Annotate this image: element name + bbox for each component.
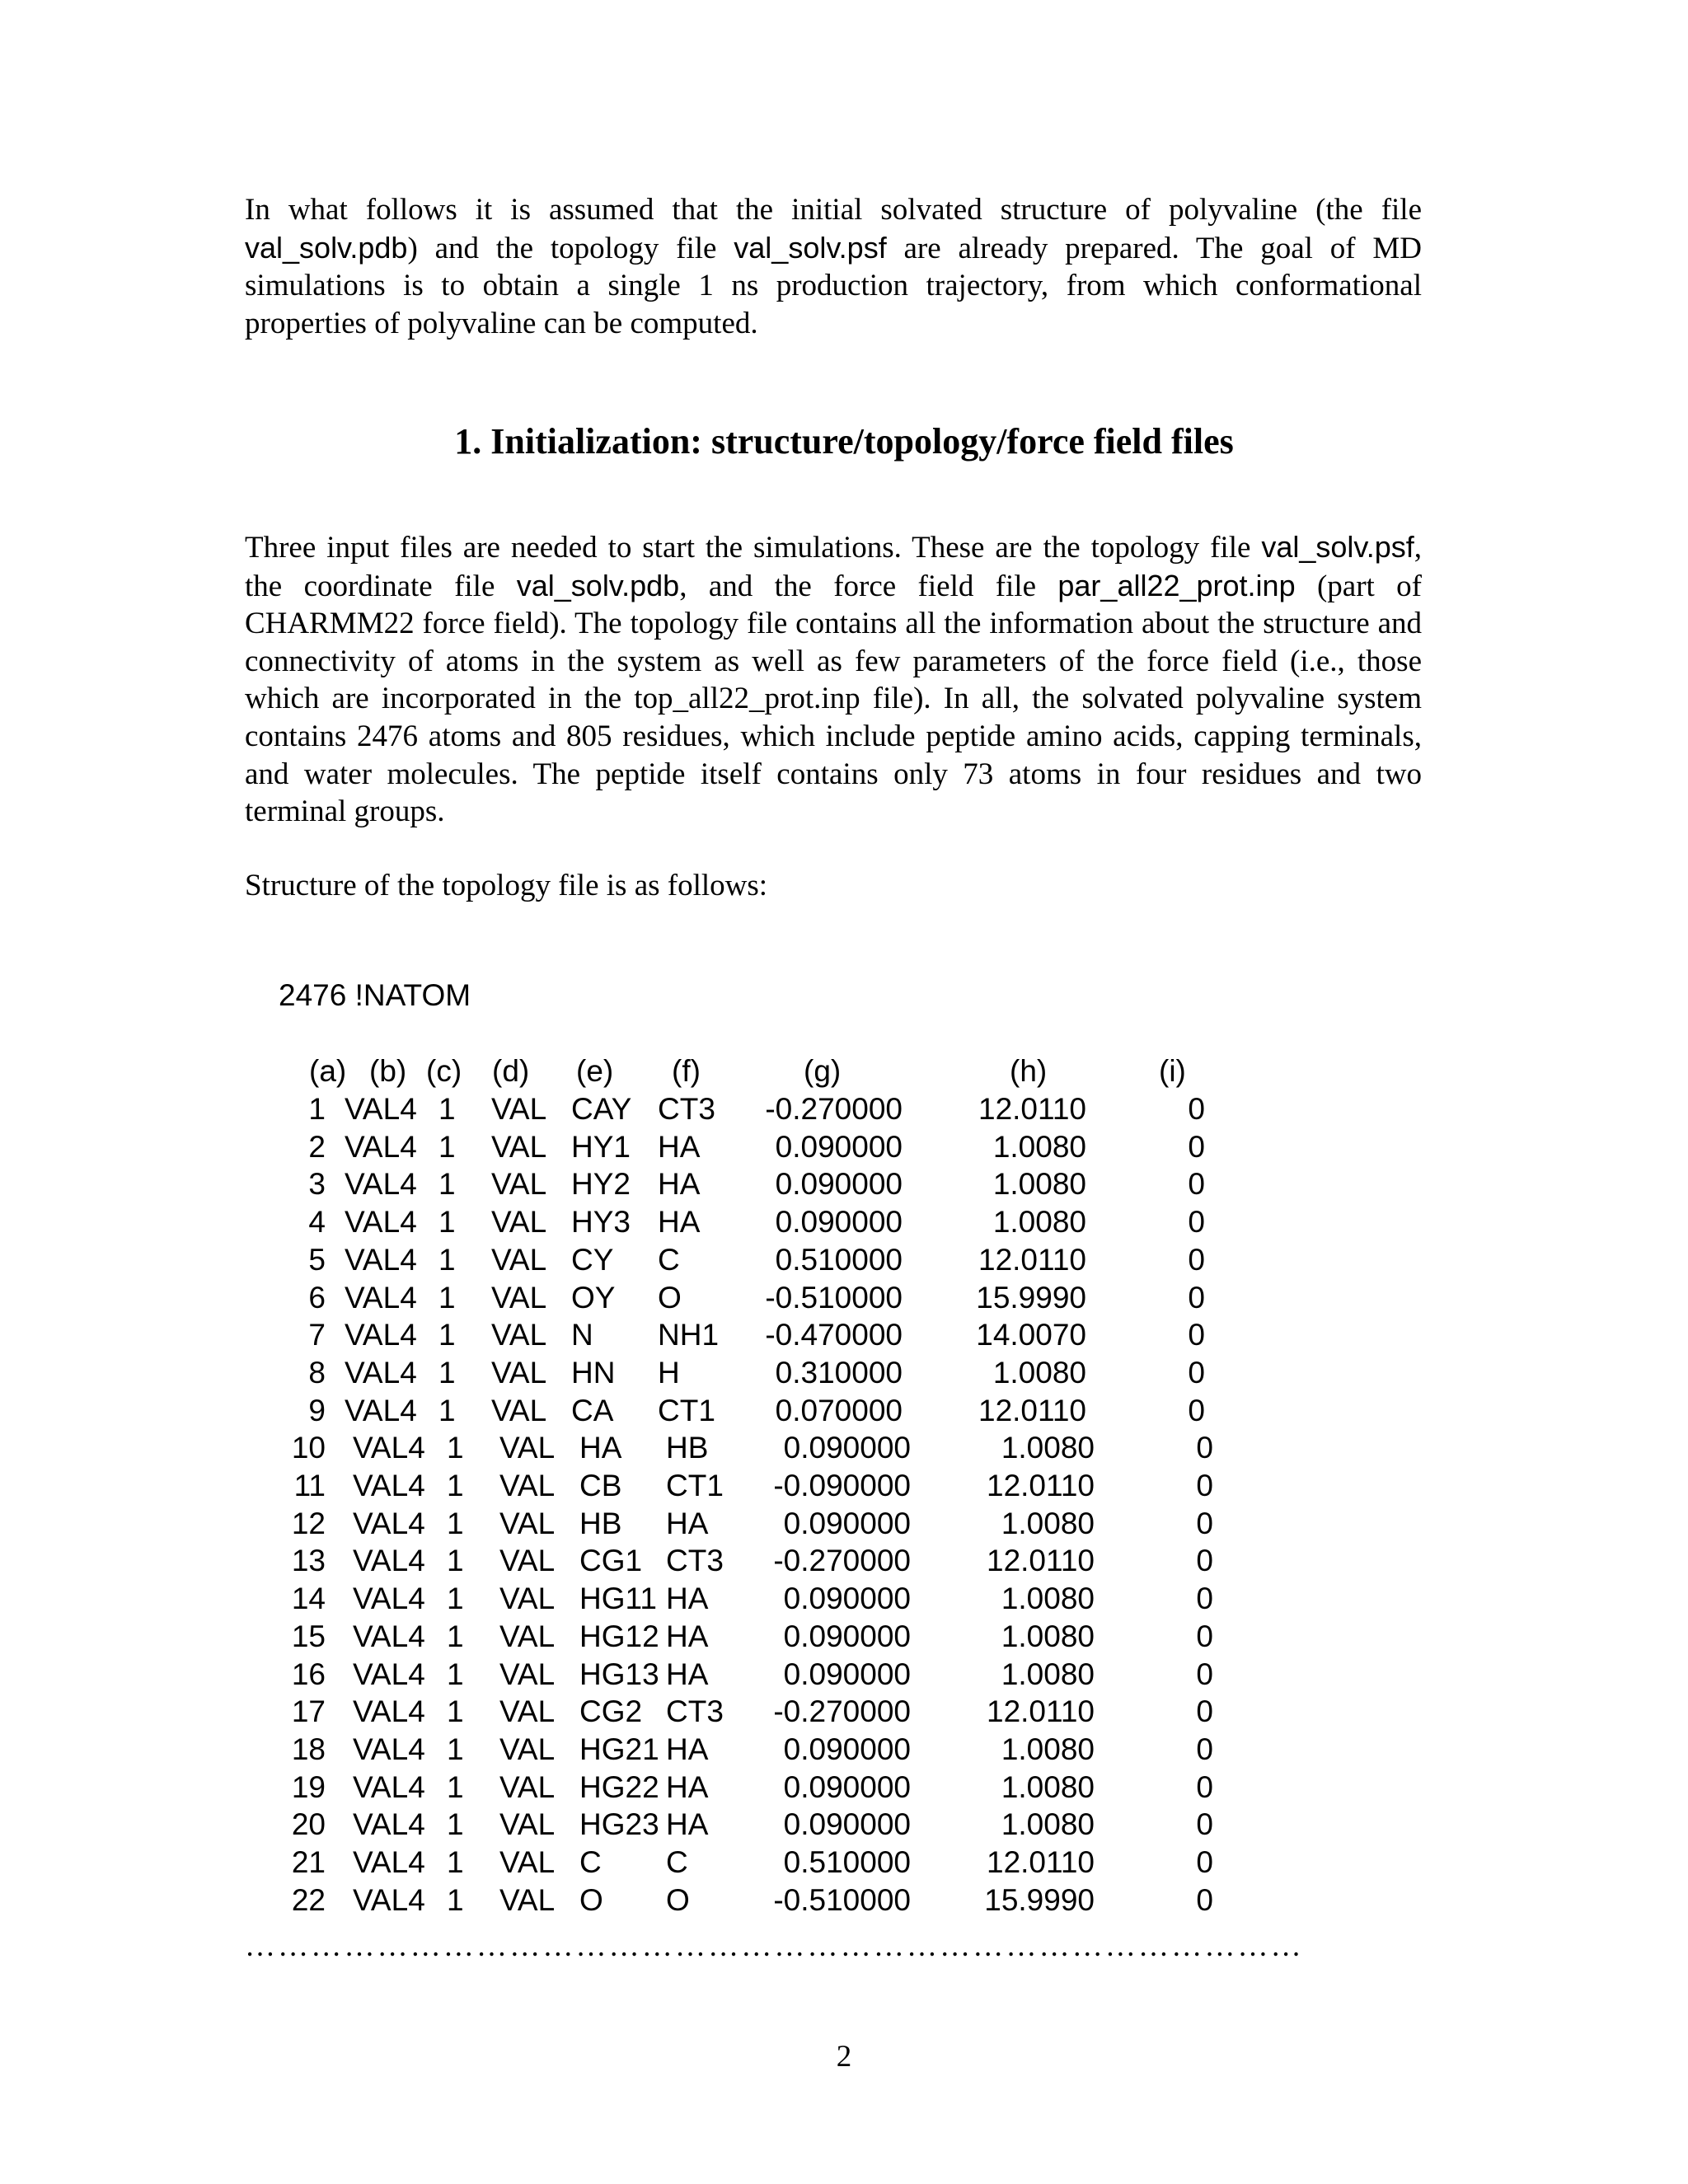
atom-index: 8 xyxy=(308,1355,326,1390)
atom-type: CT3 xyxy=(666,1544,724,1578)
atom-type: O xyxy=(658,1280,682,1315)
residue-id: 1 xyxy=(447,1431,464,1465)
mass: 1.0080 xyxy=(992,1167,1086,1202)
mass: 1.0080 xyxy=(1001,1807,1095,1842)
segment-name: VAL4 xyxy=(353,1807,425,1842)
atom-index: 12 xyxy=(291,1506,326,1540)
fixed-flag: 0 xyxy=(1196,1807,1213,1842)
fixed-flag: 0 xyxy=(1196,1506,1213,1540)
atom-name: HG11 xyxy=(579,1582,657,1616)
segment-name: VAL4 xyxy=(353,1845,425,1879)
atom-name: C xyxy=(579,1845,602,1879)
residue-name: VAL xyxy=(499,1882,556,1917)
mass: 12.0110 xyxy=(978,1242,1086,1277)
residue-id: 1 xyxy=(438,1092,456,1126)
residue-name: VAL xyxy=(499,1619,556,1653)
residue-name: VAL xyxy=(491,1280,547,1315)
mass: 15.9990 xyxy=(984,1882,1095,1917)
atom-type: CT1 xyxy=(658,1393,715,1427)
residue-id: 1 xyxy=(447,1882,464,1917)
fixed-flag: 0 xyxy=(1188,1242,1205,1277)
fixed-flag: 0 xyxy=(1196,1769,1213,1804)
atom-type: HA xyxy=(658,1129,701,1164)
segment-name: VAL4 xyxy=(353,1619,425,1653)
atom-type: H xyxy=(658,1355,680,1390)
segment-name: VAL4 xyxy=(345,1393,417,1427)
residue-name: VAL xyxy=(491,1092,547,1126)
mass: 14.0070 xyxy=(976,1318,1086,1352)
segment-name: VAL4 xyxy=(345,1355,417,1390)
residue-id: 1 xyxy=(438,1280,456,1315)
residue-name: VAL xyxy=(499,1544,556,1578)
body-filename-par: par_all22_prot.inp xyxy=(1057,568,1296,602)
atom-index: 7 xyxy=(308,1318,326,1352)
mass: 1.0080 xyxy=(1001,1769,1095,1804)
section-heading: 1. Initialization: structure/topology/force field files xyxy=(454,421,1234,462)
atom-index: 17 xyxy=(291,1694,326,1729)
residue-name: VAL xyxy=(491,1355,547,1390)
mass: 1.0080 xyxy=(1001,1431,1095,1465)
mass: 12.0110 xyxy=(978,1092,1086,1126)
atom-name: CA xyxy=(571,1393,614,1427)
atom-type: CT3 xyxy=(658,1092,715,1126)
atom-index: 20 xyxy=(291,1807,326,1842)
atom-index: 22 xyxy=(291,1882,326,1917)
fixed-flag: 0 xyxy=(1188,1092,1205,1126)
mass: 1.0080 xyxy=(1001,1657,1095,1691)
charge: 0.510000 xyxy=(783,1845,911,1879)
body-text-1: Three input files are needed to start the simulations. These are the topology file xyxy=(245,531,1262,565)
residue-name: VAL xyxy=(499,1582,556,1616)
residue-name: VAL xyxy=(491,1242,547,1277)
atom-type: O xyxy=(666,1882,690,1917)
atom-type: HA xyxy=(666,1506,709,1540)
mass: 12.0110 xyxy=(987,1845,1095,1879)
intro-filename-pdb: val_solv.pdb xyxy=(245,230,408,265)
segment-name: VAL4 xyxy=(353,1469,425,1502)
header-c: (c) xyxy=(426,1054,462,1088)
header-i: (i) xyxy=(1159,1054,1186,1088)
atom-index: 1 xyxy=(308,1092,326,1126)
fixed-flag: 0 xyxy=(1196,1882,1213,1917)
residue-id: 1 xyxy=(447,1506,464,1540)
residue-name: VAL xyxy=(491,1205,547,1240)
residue-id: 1 xyxy=(447,1769,464,1804)
segment-name: VAL4 xyxy=(345,1280,417,1315)
atom-type: HA xyxy=(666,1619,709,1653)
structure-intro: Structure of the topology file is as follows: xyxy=(245,869,768,902)
atom-index: 5 xyxy=(308,1242,326,1277)
atom-type: HA xyxy=(658,1167,701,1202)
residue-name: VAL xyxy=(491,1393,547,1427)
fixed-flag: 0 xyxy=(1188,1280,1205,1315)
charge: 0.090000 xyxy=(783,1431,911,1465)
segment-name: VAL4 xyxy=(353,1769,425,1804)
atom-index: 15 xyxy=(291,1619,326,1653)
intro-paragraph xyxy=(245,191,1422,342)
atom-name: HG23 xyxy=(579,1807,659,1842)
residue-id: 1 xyxy=(447,1807,464,1842)
residue-id: 1 xyxy=(447,1544,464,1578)
atom-type: HA xyxy=(666,1582,709,1616)
mass: 1.0080 xyxy=(1001,1582,1095,1616)
atom-index: 13 xyxy=(291,1544,326,1578)
residue-name: VAL xyxy=(499,1732,556,1766)
charge: -0.090000 xyxy=(773,1469,911,1502)
header-b: (b) xyxy=(369,1054,407,1088)
atom-name: CY xyxy=(571,1242,614,1277)
segment-name: VAL4 xyxy=(345,1092,417,1126)
charge: 0.070000 xyxy=(775,1393,903,1427)
atom-type: HA xyxy=(666,1657,709,1691)
mass: 12.0110 xyxy=(978,1393,1086,1427)
charge: -0.270000 xyxy=(765,1092,903,1126)
fixed-flag: 0 xyxy=(1196,1469,1213,1502)
intro-filename-psf: val_solv.psf xyxy=(734,230,887,265)
residue-id: 1 xyxy=(447,1845,464,1879)
fixed-flag: 0 xyxy=(1196,1694,1213,1729)
residue-id: 1 xyxy=(438,1318,456,1352)
residue-id: 1 xyxy=(438,1205,456,1240)
atom-name: O xyxy=(579,1882,603,1917)
body-text-3: , and the force field file xyxy=(679,569,1058,603)
residue-id: 1 xyxy=(438,1129,456,1164)
atom-name: HG22 xyxy=(579,1769,659,1804)
atom-index: 2 xyxy=(308,1129,326,1164)
charge: 0.090000 xyxy=(783,1582,911,1616)
segment-name: VAL4 xyxy=(345,1242,417,1277)
header-f: (f) xyxy=(672,1054,701,1088)
mass: 1.0080 xyxy=(1001,1506,1095,1540)
fixed-flag: 0 xyxy=(1188,1167,1205,1202)
body-filename-pdb: val_solv.pdb xyxy=(516,568,680,602)
ellipsis-line: …………………………………………………………………………………… xyxy=(245,1929,1304,1963)
mass: 15.9990 xyxy=(976,1280,1086,1315)
header-d: (d) xyxy=(492,1054,530,1088)
atom-name: HY3 xyxy=(571,1205,631,1240)
body-text-2: , the coordinate file xyxy=(245,531,1422,603)
charge: 0.090000 xyxy=(783,1657,911,1691)
segment-name: VAL4 xyxy=(353,1506,425,1540)
atom-index: 14 xyxy=(291,1582,326,1616)
segment-name: VAL4 xyxy=(345,1167,417,1202)
atom-index: 11 xyxy=(293,1469,326,1502)
atom-name: HN xyxy=(571,1355,616,1390)
charge: 0.090000 xyxy=(783,1807,911,1842)
atom-name: HA xyxy=(579,1431,622,1465)
fixed-flag: 0 xyxy=(1188,1393,1205,1427)
residue-name: VAL xyxy=(491,1318,547,1352)
residue-name: VAL xyxy=(499,1807,556,1842)
mass: 1.0080 xyxy=(1001,1732,1095,1766)
atom-type: NH1 xyxy=(658,1318,720,1352)
page-number: 2 xyxy=(836,2040,852,2074)
charge: 0.090000 xyxy=(775,1167,903,1202)
charge: 0.090000 xyxy=(783,1769,911,1804)
atom-type: C xyxy=(666,1845,688,1879)
atom-type: CT1 xyxy=(666,1469,724,1502)
segment-name: VAL4 xyxy=(345,1318,417,1352)
atom-index: 21 xyxy=(291,1845,326,1879)
atom-index: 16 xyxy=(291,1657,326,1691)
residue-name: VAL xyxy=(499,1769,556,1804)
atom-name: CAY xyxy=(571,1092,632,1126)
fixed-flag: 0 xyxy=(1196,1431,1213,1465)
residue-name: VAL xyxy=(491,1129,547,1164)
atom-type: HA xyxy=(666,1807,709,1842)
residue-id: 1 xyxy=(438,1393,456,1427)
segment-name: VAL4 xyxy=(353,1544,425,1578)
mass: 1.0080 xyxy=(992,1205,1086,1240)
fixed-flag: 0 xyxy=(1188,1205,1205,1240)
intro-text-2: ) and the topology file xyxy=(407,231,734,265)
mass: 12.0110 xyxy=(987,1469,1095,1502)
charge: 0.090000 xyxy=(783,1506,911,1540)
header-h: (h) xyxy=(1010,1054,1048,1088)
residue-id: 1 xyxy=(438,1355,456,1390)
charge: 0.090000 xyxy=(783,1619,911,1653)
residue-id: 1 xyxy=(447,1469,464,1502)
atom-name: CB xyxy=(579,1469,622,1502)
fixed-flag: 0 xyxy=(1188,1318,1205,1352)
charge: 0.310000 xyxy=(775,1355,903,1390)
atom-name: HY1 xyxy=(571,1129,631,1164)
residue-name: VAL xyxy=(499,1431,556,1465)
intro-text-1: In what follows it is assumed that the initial solvated structure of polyvaline (the file xyxy=(245,193,1422,227)
residue-id: 1 xyxy=(438,1167,456,1202)
atom-type: CT3 xyxy=(666,1694,724,1729)
residue-name: VAL xyxy=(499,1506,556,1540)
segment-name: VAL4 xyxy=(353,1582,425,1616)
residue-id: 1 xyxy=(447,1582,464,1616)
atom-name: OY xyxy=(571,1280,616,1315)
residue-id: 1 xyxy=(447,1694,464,1729)
charge: -0.270000 xyxy=(773,1694,911,1729)
intro-text-3: are already prepared. The goal of MD simulations is to obtain a single 1 ns production trajectory, from which conformational properties of polyvaline can be computed. xyxy=(245,231,1422,340)
charge: 0.510000 xyxy=(775,1242,903,1277)
charge: 0.090000 xyxy=(783,1732,911,1766)
atom-type: HA xyxy=(666,1769,709,1804)
atom-name: HB xyxy=(579,1506,622,1540)
atom-index: 10 xyxy=(291,1431,326,1465)
atom-type: HA xyxy=(666,1732,709,1766)
charge: -0.470000 xyxy=(765,1318,903,1352)
atom-type: HB xyxy=(666,1431,709,1465)
atom-name: N xyxy=(571,1318,593,1352)
atom-name: HG13 xyxy=(579,1657,659,1691)
atom-name: CG2 xyxy=(579,1694,643,1729)
fixed-flag: 0 xyxy=(1188,1129,1205,1164)
residue-name: VAL xyxy=(499,1469,556,1502)
charge: -0.510000 xyxy=(773,1882,911,1917)
fixed-flag: 0 xyxy=(1196,1544,1213,1578)
segment-name: VAL4 xyxy=(353,1732,425,1766)
body-filename-psf: val_solv.psf xyxy=(1261,530,1414,564)
residue-name: VAL xyxy=(499,1657,556,1691)
atom-index: 3 xyxy=(308,1167,326,1202)
residue-name: VAL xyxy=(499,1694,556,1729)
residue-id: 1 xyxy=(447,1619,464,1653)
atom-index: 18 xyxy=(291,1732,326,1766)
header-a: (a) xyxy=(309,1054,347,1088)
charge: -0.510000 xyxy=(765,1280,903,1315)
segment-name: VAL4 xyxy=(353,1657,425,1691)
residue-id: 1 xyxy=(438,1242,456,1277)
atom-type: C xyxy=(658,1242,680,1277)
fixed-flag: 0 xyxy=(1196,1657,1213,1691)
segment-name: VAL4 xyxy=(353,1882,425,1917)
atom-name: HY2 xyxy=(571,1167,631,1202)
atom-index: 4 xyxy=(308,1205,326,1240)
segment-name: VAL4 xyxy=(345,1129,417,1164)
segment-name: VAL4 xyxy=(353,1694,425,1729)
residue-name: VAL xyxy=(491,1167,547,1202)
fixed-flag: 0 xyxy=(1196,1582,1213,1616)
atom-name: HG12 xyxy=(579,1619,659,1653)
atom-type: HA xyxy=(658,1205,701,1240)
fixed-flag: 0 xyxy=(1188,1355,1205,1390)
mass: 12.0110 xyxy=(987,1694,1095,1729)
header-e: (e) xyxy=(576,1054,614,1088)
charge: 0.090000 xyxy=(775,1205,903,1240)
natom-line: 2476 !NATOM xyxy=(279,978,471,1012)
body-paragraph xyxy=(245,528,1422,831)
body-text-4: (part of CHARMM22 force field). The topology file contains all the information about the structure and connectivity of atoms in the system as well as few parameters of the force field (i.e., those which are incorporated in the top_all22_prot.inp file). In all, the solvated polyvaline system contains 2476 atoms and 805 residues, which include peptide amino acids, capping terminals, and water molecules. The peptide itself contains only 73 atoms in four residues and two terminal groups. xyxy=(245,569,1423,829)
charge: 0.090000 xyxy=(775,1129,903,1164)
residue-id: 1 xyxy=(447,1657,464,1691)
mass: 1.0080 xyxy=(992,1355,1086,1390)
atom-index: 6 xyxy=(308,1280,326,1315)
mass: 1.0080 xyxy=(1001,1619,1095,1653)
residue-name: VAL xyxy=(499,1845,556,1879)
fixed-flag: 0 xyxy=(1196,1732,1213,1766)
segment-name: VAL4 xyxy=(353,1431,425,1465)
residue-id: 1 xyxy=(447,1732,464,1766)
charge: -0.270000 xyxy=(773,1544,911,1578)
atom-index: 19 xyxy=(291,1769,326,1804)
fixed-flag: 0 xyxy=(1196,1845,1213,1879)
atom-name: HG21 xyxy=(579,1732,659,1766)
mass: 1.0080 xyxy=(992,1129,1086,1164)
header-g: (g) xyxy=(804,1054,842,1088)
segment-name: VAL4 xyxy=(345,1205,417,1240)
fixed-flag: 0 xyxy=(1196,1619,1213,1653)
atom-index: 9 xyxy=(308,1393,326,1427)
atom-name: CG1 xyxy=(579,1544,643,1578)
mass: 12.0110 xyxy=(987,1544,1095,1578)
